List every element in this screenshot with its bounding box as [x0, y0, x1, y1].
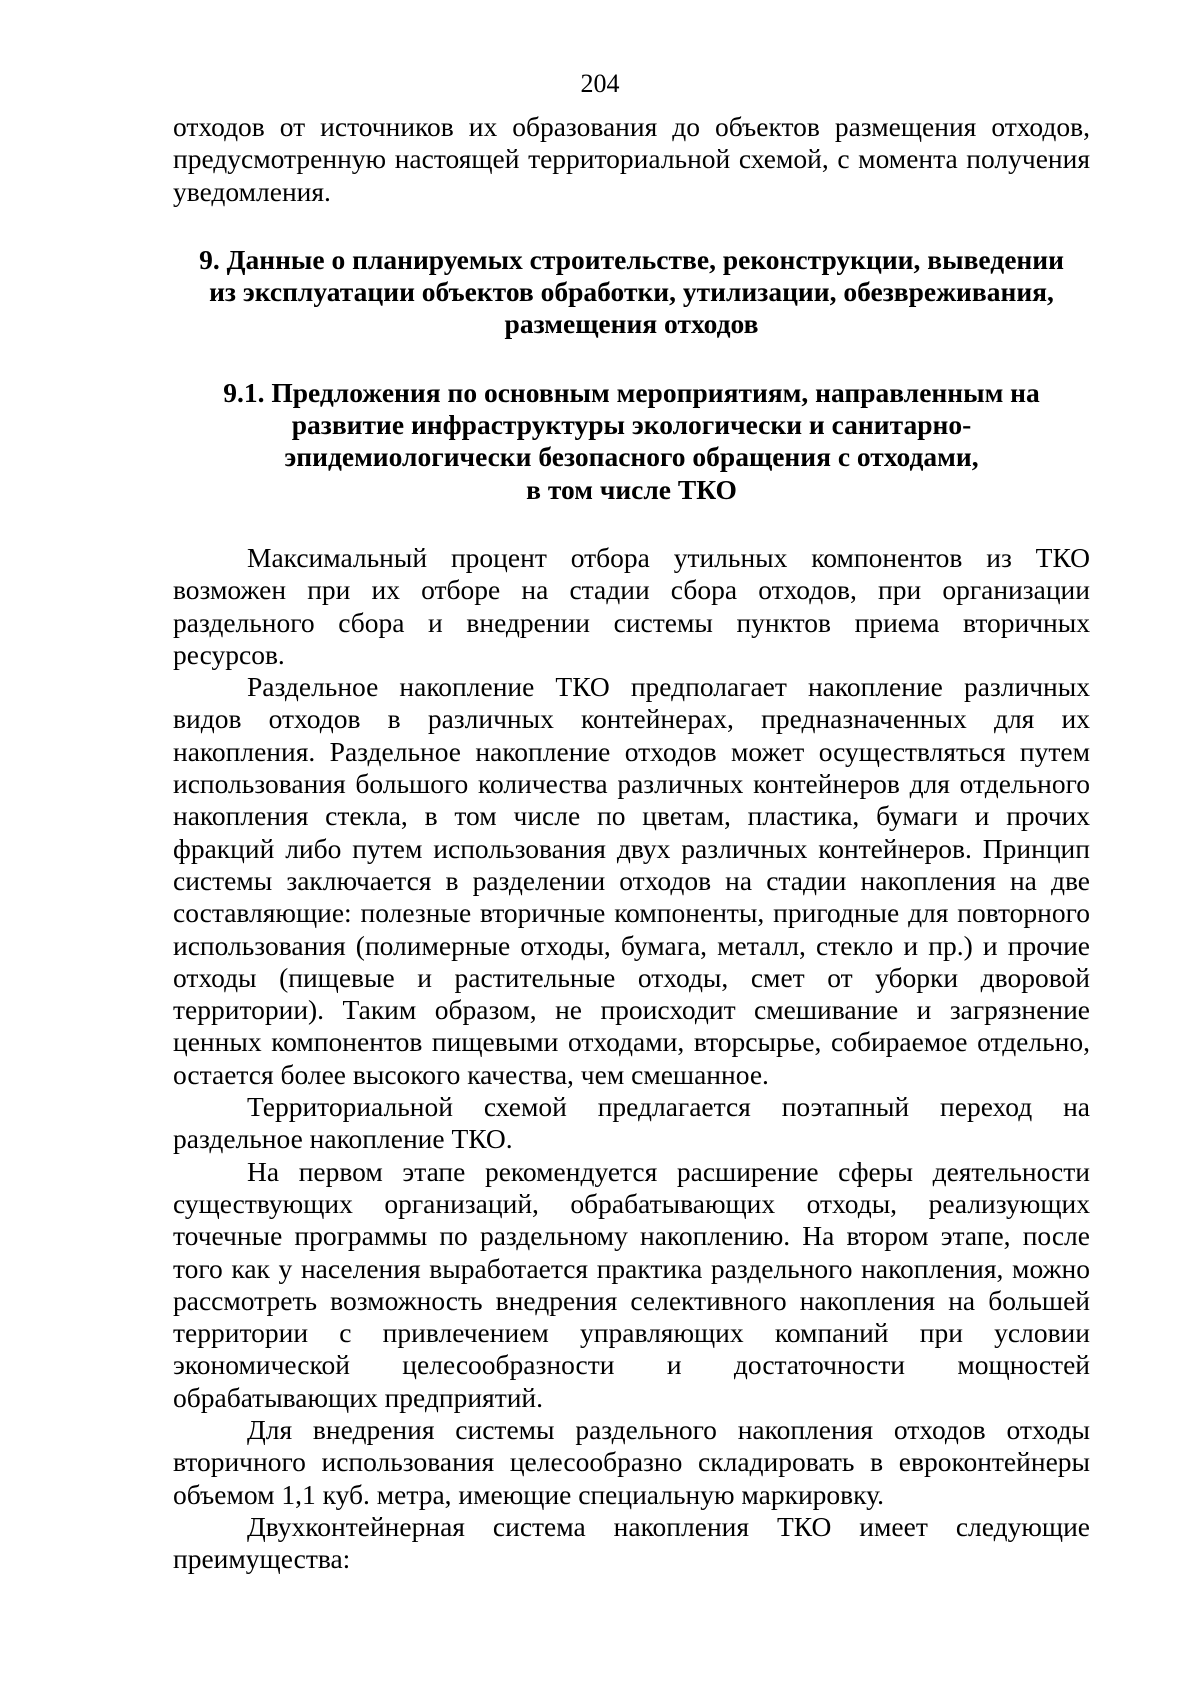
- section-heading-line: из эксплуатации объектов обработки, утилизации, обезвреживания,: [209, 276, 1054, 308]
- subsection-heading: [173, 377, 1090, 506]
- subsection-heading-line: 9.1. Предложения по основным мероприятиям, направленным на: [223, 376, 1040, 408]
- subsection-heading-line: эпидемиологически безопасного обращения с отходами,: [284, 441, 979, 473]
- body-paragraph: Раздельное накопление ТКО предполагает накопление различных видов отходов в различных контейнерах, предназначенных для их накопления. Раздельное накопление отходов может осуществляться путем использования большого количества различных контейнеров для отдельного накопления стекла, в том числе по цветам, пластика, бумаги и прочих фракций либо путем использования двух различных контейнеров. Принцип системы заключается в разделении отходов на стадии накопления на две составляющие: полезные вторичные компоненты, пригодные для повторного использования (полимерные отходы, бумага, металл, стекло и пр.) и прочие отходы (пищевые и растительные отходы, смет от уборки дворовой территории). Таким образом, не происходит смешивание и загрязнение ценных компонентов пищевыми отходами, вторсырье, собираемое отдельно, остается более высокого качества, чем смешанное.: [173, 671, 1090, 1090]
- body-paragraph: Двухконтейнерная система накопления ТКО имеет следующие преимущества:: [173, 1510, 1090, 1575]
- continuation-paragraph: отходов от источников их образования до объектов размещения отходов, предусмотренную настоящей территориальной схемой, с момента получения уведомления.: [173, 111, 1090, 207]
- body-paragraph: Для внедрения системы раздельного накопления отходов отходы вторичного использования целесообразно складировать в евроконтейнеры объемом 1,1 куб. метра, имеющие специальную маркировку.: [173, 1413, 1090, 1510]
- section-heading: [173, 244, 1090, 341]
- page-number: 204: [580, 69, 620, 98]
- body-paragraph: На первом этапе рекомендуется расширение сферы деятельности существующих организаций, обрабатывающих отходы, реализующих точечные программы по раздельному накоплению. На втором этапе, после того как у населения выработается практика раздельного накопления, можно рассмотреть возможность внедрения селективного накопления на большей территории с привлечением управляющих компаний при условии экономической целесообразности и достаточности мощностей обрабатывающих предприятий.: [173, 1155, 1090, 1413]
- body-paragraph: Максимальный процент отбора утильных компонентов из ТКО возможен при их отборе на стадии сбора отходов, при организации раздельного сбора и внедрении системы пунктов приема вторичных ресурсов.: [173, 541, 1090, 670]
- subsection-heading-line: в том числе ТКО: [526, 473, 737, 505]
- body-paragraph: Территориальной схемой предлагается поэтапный переход на раздельное накопление ТКО.: [173, 1091, 1090, 1155]
- page-content: [173, 111, 1090, 1575]
- subsection-heading-line: развитие инфраструктуры экологически и санитарно-: [291, 409, 972, 441]
- section-heading-line: 9. Данные о планируемых строительстве, реконструкции, выведении: [199, 243, 1064, 275]
- section-heading-line: размещения отходов: [504, 308, 759, 340]
